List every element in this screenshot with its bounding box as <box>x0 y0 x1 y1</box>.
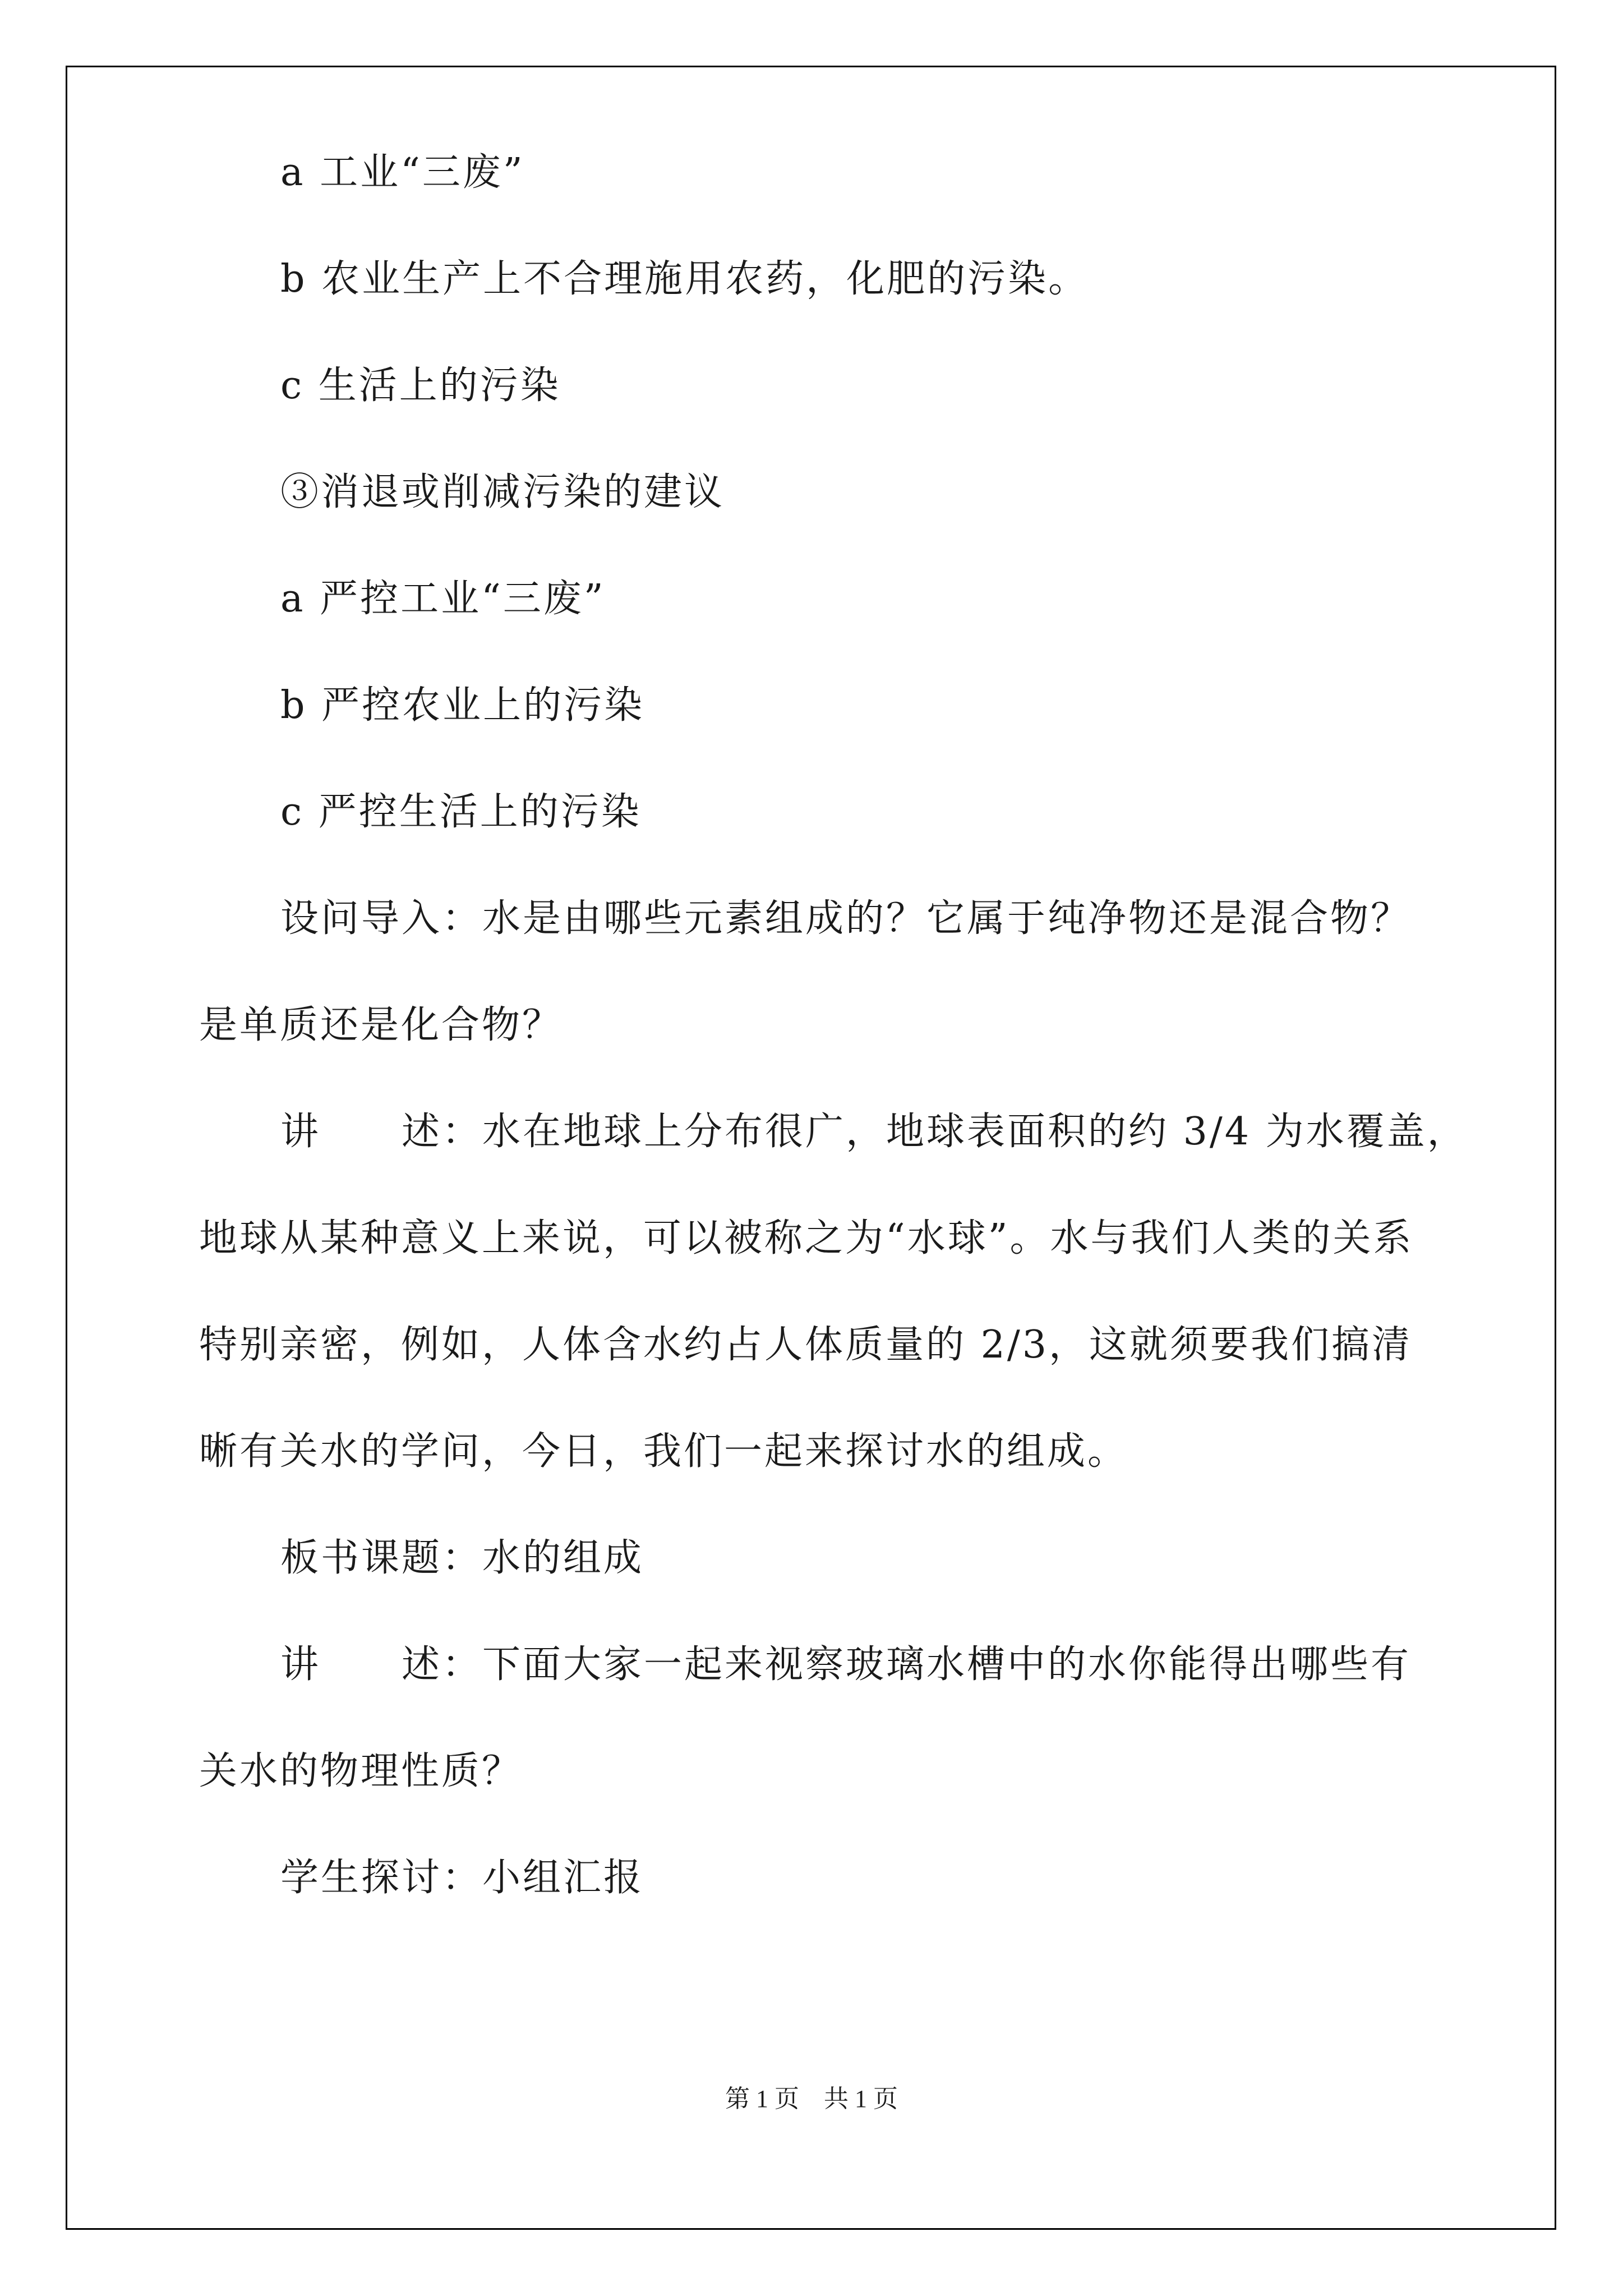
text-line: b 农业生产上不合理施用农药，化肥的污染。 <box>280 257 1089 301</box>
document-body <box>199 146 1468 1958</box>
text-line: 是单质还是化合物？ <box>199 1003 563 1047</box>
text-line: c 生活上的污染 <box>280 364 561 408</box>
text-line: 讲 述：下面大家一起来视察玻璃水槽中的水你能得出哪些有 <box>280 1642 1412 1687</box>
text-line: 关水的物理性质？ <box>199 1749 523 1793</box>
text-line: 特别亲密，例如，人体含水约占人体质量的 2/3，这就须要我们搞清 <box>199 1323 1413 1367</box>
text-line: a 工业“三废” <box>280 150 525 195</box>
text-line: 讲 述：水在地球上分布很广，地球表面积的约 3/4 为水覆盖， <box>280 1110 1468 1154</box>
text-line: a 严控工业“三废” <box>280 577 606 621</box>
text-line: 学生探讨：小组汇报 <box>280 1856 644 1900</box>
text-line: 板书课题：水的组成 <box>280 1536 644 1580</box>
text-line: 设问导入：水是由哪些元素组成的？它属于纯净物还是混合物？ <box>280 896 1412 941</box>
page-number-footer: 第 1 页 共 1 页 <box>725 2085 898 2113</box>
text-line: b 严控农业上的污染 <box>280 683 645 728</box>
text-line: c 严控生活上的污染 <box>280 790 642 834</box>
text-line: 地球从某种意义上来说，可以被称之为“水球”。水与我们人类的关系 <box>199 1216 1414 1260</box>
text-line: ③消退或削减污染的建议 <box>280 470 725 514</box>
text-line: 晰有关水的学问，今日，我们一起来探讨水的组成。 <box>199 1429 1128 1474</box>
